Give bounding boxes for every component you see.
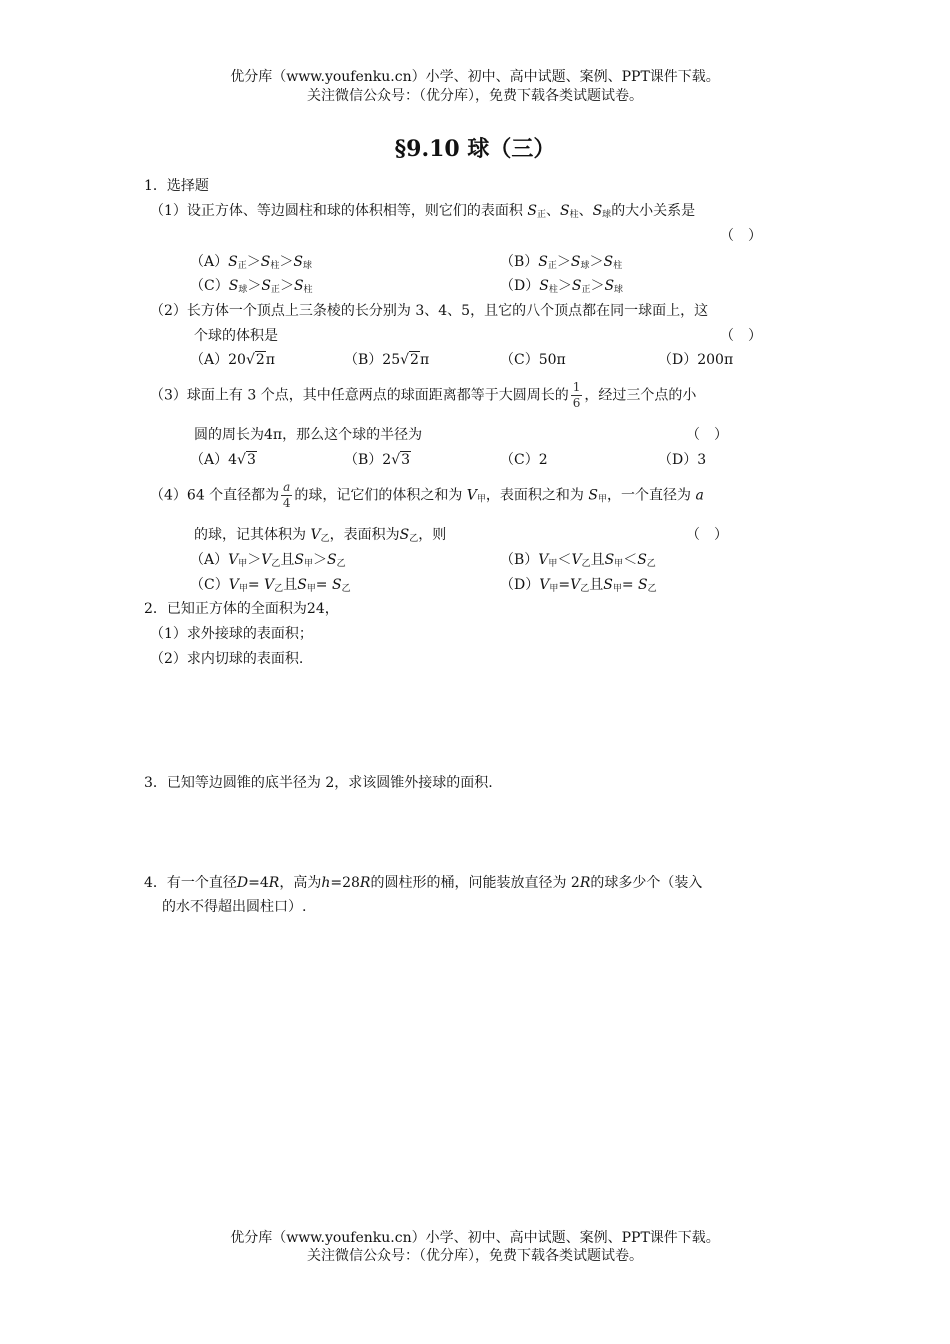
fraction: $\frac{1}{6}$ — [572, 380, 581, 410]
fraction: $\frac{a}{4}$ — [282, 480, 291, 510]
sqrt-sign: √3 — [391, 452, 411, 468]
s4-line-1: 4．有一个直径D=4R，高为h=28R的圆柱形的桶，问能装放直径为 2R的球多少个（装入 — [144, 875, 703, 891]
s2-line-2: （1）求外接球的表面积； — [150, 626, 313, 642]
q3-option-d: （D）3 — [658, 452, 707, 468]
q3-option-a: （A）4√3 — [190, 452, 256, 468]
q2-line-1: （2）长方体一个顶点上三条棱的长分别为 3、4、5，且它的八个顶点都在同一球面上，这 — [150, 303, 709, 319]
q4-option-c: $(C)V_甲= V_乙$且$S_甲= S_乙$ — [190, 577, 351, 594]
q4-line-1: （4）64 个直径都为 $\frac{a}{4}$ 的球，记它们的体积之和为 $V_甲$，表面积之和为 $S_甲$，一个直径为 a — [150, 480, 704, 510]
s2-line-3: （2）求内切球的表面积. — [150, 651, 304, 667]
sqrt-sign: √2 — [400, 352, 419, 368]
sqrt-sign: √2 — [245, 352, 265, 368]
footer-line-2: 关注微信公众号：（优分库），免费下载各类试题试卷。 — [307, 1248, 643, 1264]
q4-line-2: 的球，记其体积为 $V_乙$，表面积为$S_乙$，则 — [194, 527, 447, 544]
q1-option-a: $(A)S_正>S_柱>S_球$ — [190, 254, 312, 271]
q1-text: （1）设正方体、等边圆柱和球的体积相等，则它们的表面积 $S_正$、$S_柱$、$S_球$的大小关系是 — [150, 203, 696, 220]
header-line-2: 关注微信公众号：（优分库），免费下载各类试题试卷。 — [307, 88, 643, 104]
q3-line-2: 圆的周长为4π，那么这个球的半径为 — [194, 427, 423, 443]
q2-option-d: （D）200π — [658, 352, 734, 368]
q1-option-d: $(D)S_柱>S_正>S_球$ — [500, 278, 624, 295]
q1-option-b: $(B)S_正>S_球>S_柱$ — [500, 254, 623, 271]
q2-answer-paren: （ ） — [720, 328, 762, 344]
q3-answer-paren: （ ） — [686, 427, 728, 443]
section-1-heading: 1．选择题 — [144, 178, 209, 194]
sqrt-sign: √3 — [237, 452, 256, 468]
s4-line-2: 的水不得超出圆柱口）. — [162, 899, 307, 915]
page-title: §9.10 球（三） — [394, 136, 556, 162]
q4-option-a: $(A)V_甲>V_乙$且$S_甲>S_乙$ — [190, 552, 346, 569]
q1-answer-paren: （ ） — [720, 228, 762, 244]
q4-answer-paren: （ ） — [686, 527, 728, 543]
s3-line-1: 3．已知等边圆锥的底半径为 2，求该圆锥外接球的面积. — [144, 775, 493, 791]
q4-option-d: $(D)V_甲=V_乙$且$S_甲= S_乙$ — [500, 577, 657, 594]
q2-option-c: （C）50π — [500, 352, 566, 368]
s2-line-1: 2．已知正方体的全面积为24， — [144, 601, 339, 617]
q2-line-2: 个球的体积是 — [194, 328, 278, 344]
q2-option-a: （A）20√2π — [190, 352, 275, 368]
q3-option-b: （B）2√3 — [344, 452, 411, 468]
footer-line-1: 优分库（www.youfenku.cn）小学、初中、高中试题、案例、PPT课件下载。 — [230, 1230, 720, 1246]
q4-option-b: $(B)V_甲<V_乙$且$S_甲<S_乙$ — [500, 552, 656, 569]
q1-option-c: $(C)S_球>S_正>S_柱$ — [190, 278, 313, 295]
q3-line-1: （3）球面上有 3 个点，其中任意两点的球面距离都等于大圆周长的 $\frac{1}{6}$ ，经过三个点的小 — [150, 380, 697, 410]
q3-option-c: （C）2 — [500, 452, 548, 468]
q2-option-b: （B）25√2π — [344, 352, 430, 368]
header-line-1: 优分库（www.youfenku.cn）小学、初中、高中试题、案例、PPT课件下载。 — [230, 69, 720, 85]
